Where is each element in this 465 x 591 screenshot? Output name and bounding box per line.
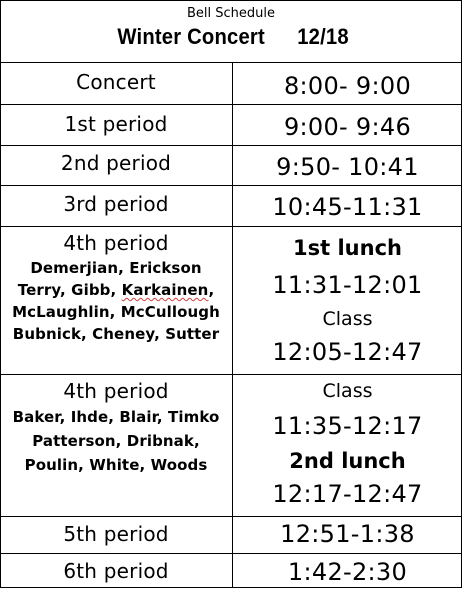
period-4a-label: 4th period xyxy=(63,231,169,255)
names-text: Terry, Gibb, Karkainen, xyxy=(17,281,215,299)
period-1-label: 1st period xyxy=(64,112,168,136)
event-name: Winter Concert xyxy=(117,24,266,49)
event-date: 12/18 xyxy=(296,24,349,49)
period-5-label: 5th period xyxy=(63,522,169,546)
period-6-label: 6th period xyxy=(63,559,169,583)
period-4a-class-time: 12:05-12:47 xyxy=(272,338,423,366)
row-divider xyxy=(0,516,462,517)
period-4b-names-line: Patterson, Dribnak, xyxy=(32,432,200,450)
period-4b-names-line: Poulin, White, Woods xyxy=(24,456,208,474)
period-1-time: 9:00- 9:46 xyxy=(283,113,412,141)
period-4a-names-line: Bubnick, Cheney, Sutter xyxy=(12,325,220,343)
row-divider xyxy=(0,374,462,375)
period-6-time: 1:42-2:30 xyxy=(287,558,408,586)
row-divider xyxy=(0,553,462,554)
period-4b-names-line: Baker, Ihde, Blair, Timko xyxy=(12,408,220,426)
first-lunch-time: 11:31-12:01 xyxy=(272,271,423,299)
period-4a-names-line: McLaughlin, McCullough xyxy=(12,303,220,321)
row-divider xyxy=(0,226,462,227)
period-4b-class-label: Class xyxy=(322,380,373,402)
period-3-time: 10:45-11:31 xyxy=(272,193,423,221)
period-4b-label: 4th period xyxy=(63,379,169,403)
second-lunch-time: 12:17-12:47 xyxy=(272,480,423,508)
concert-time: 8:00- 9:00 xyxy=(283,72,412,100)
schedule-title xyxy=(0,26,462,48)
row-divider xyxy=(0,185,462,186)
spellcheck-flagged-word: Karkainen xyxy=(121,281,209,299)
period-2-label: 2nd period xyxy=(60,151,172,175)
period-5-time: 12:51-1:38 xyxy=(280,520,415,548)
period-3-label: 3rd period xyxy=(63,192,169,216)
second-lunch-label: 2nd lunch xyxy=(289,449,406,473)
period-4b-class-time: 11:35-12:17 xyxy=(272,412,423,440)
first-lunch-label: 1st lunch xyxy=(293,236,402,260)
row-divider xyxy=(0,145,462,146)
concert-label: Concert xyxy=(76,70,156,94)
period-4a-names-line xyxy=(0,283,232,298)
row-divider xyxy=(0,62,462,63)
row-divider xyxy=(0,104,462,105)
schedule-subtitle: Bell Schedule xyxy=(186,6,275,21)
period-2-time: 9:50- 10:41 xyxy=(276,153,419,181)
period-4a-class-label: Class xyxy=(322,308,373,330)
period-4a-names-line: Demerjian, Erickson xyxy=(30,259,202,277)
